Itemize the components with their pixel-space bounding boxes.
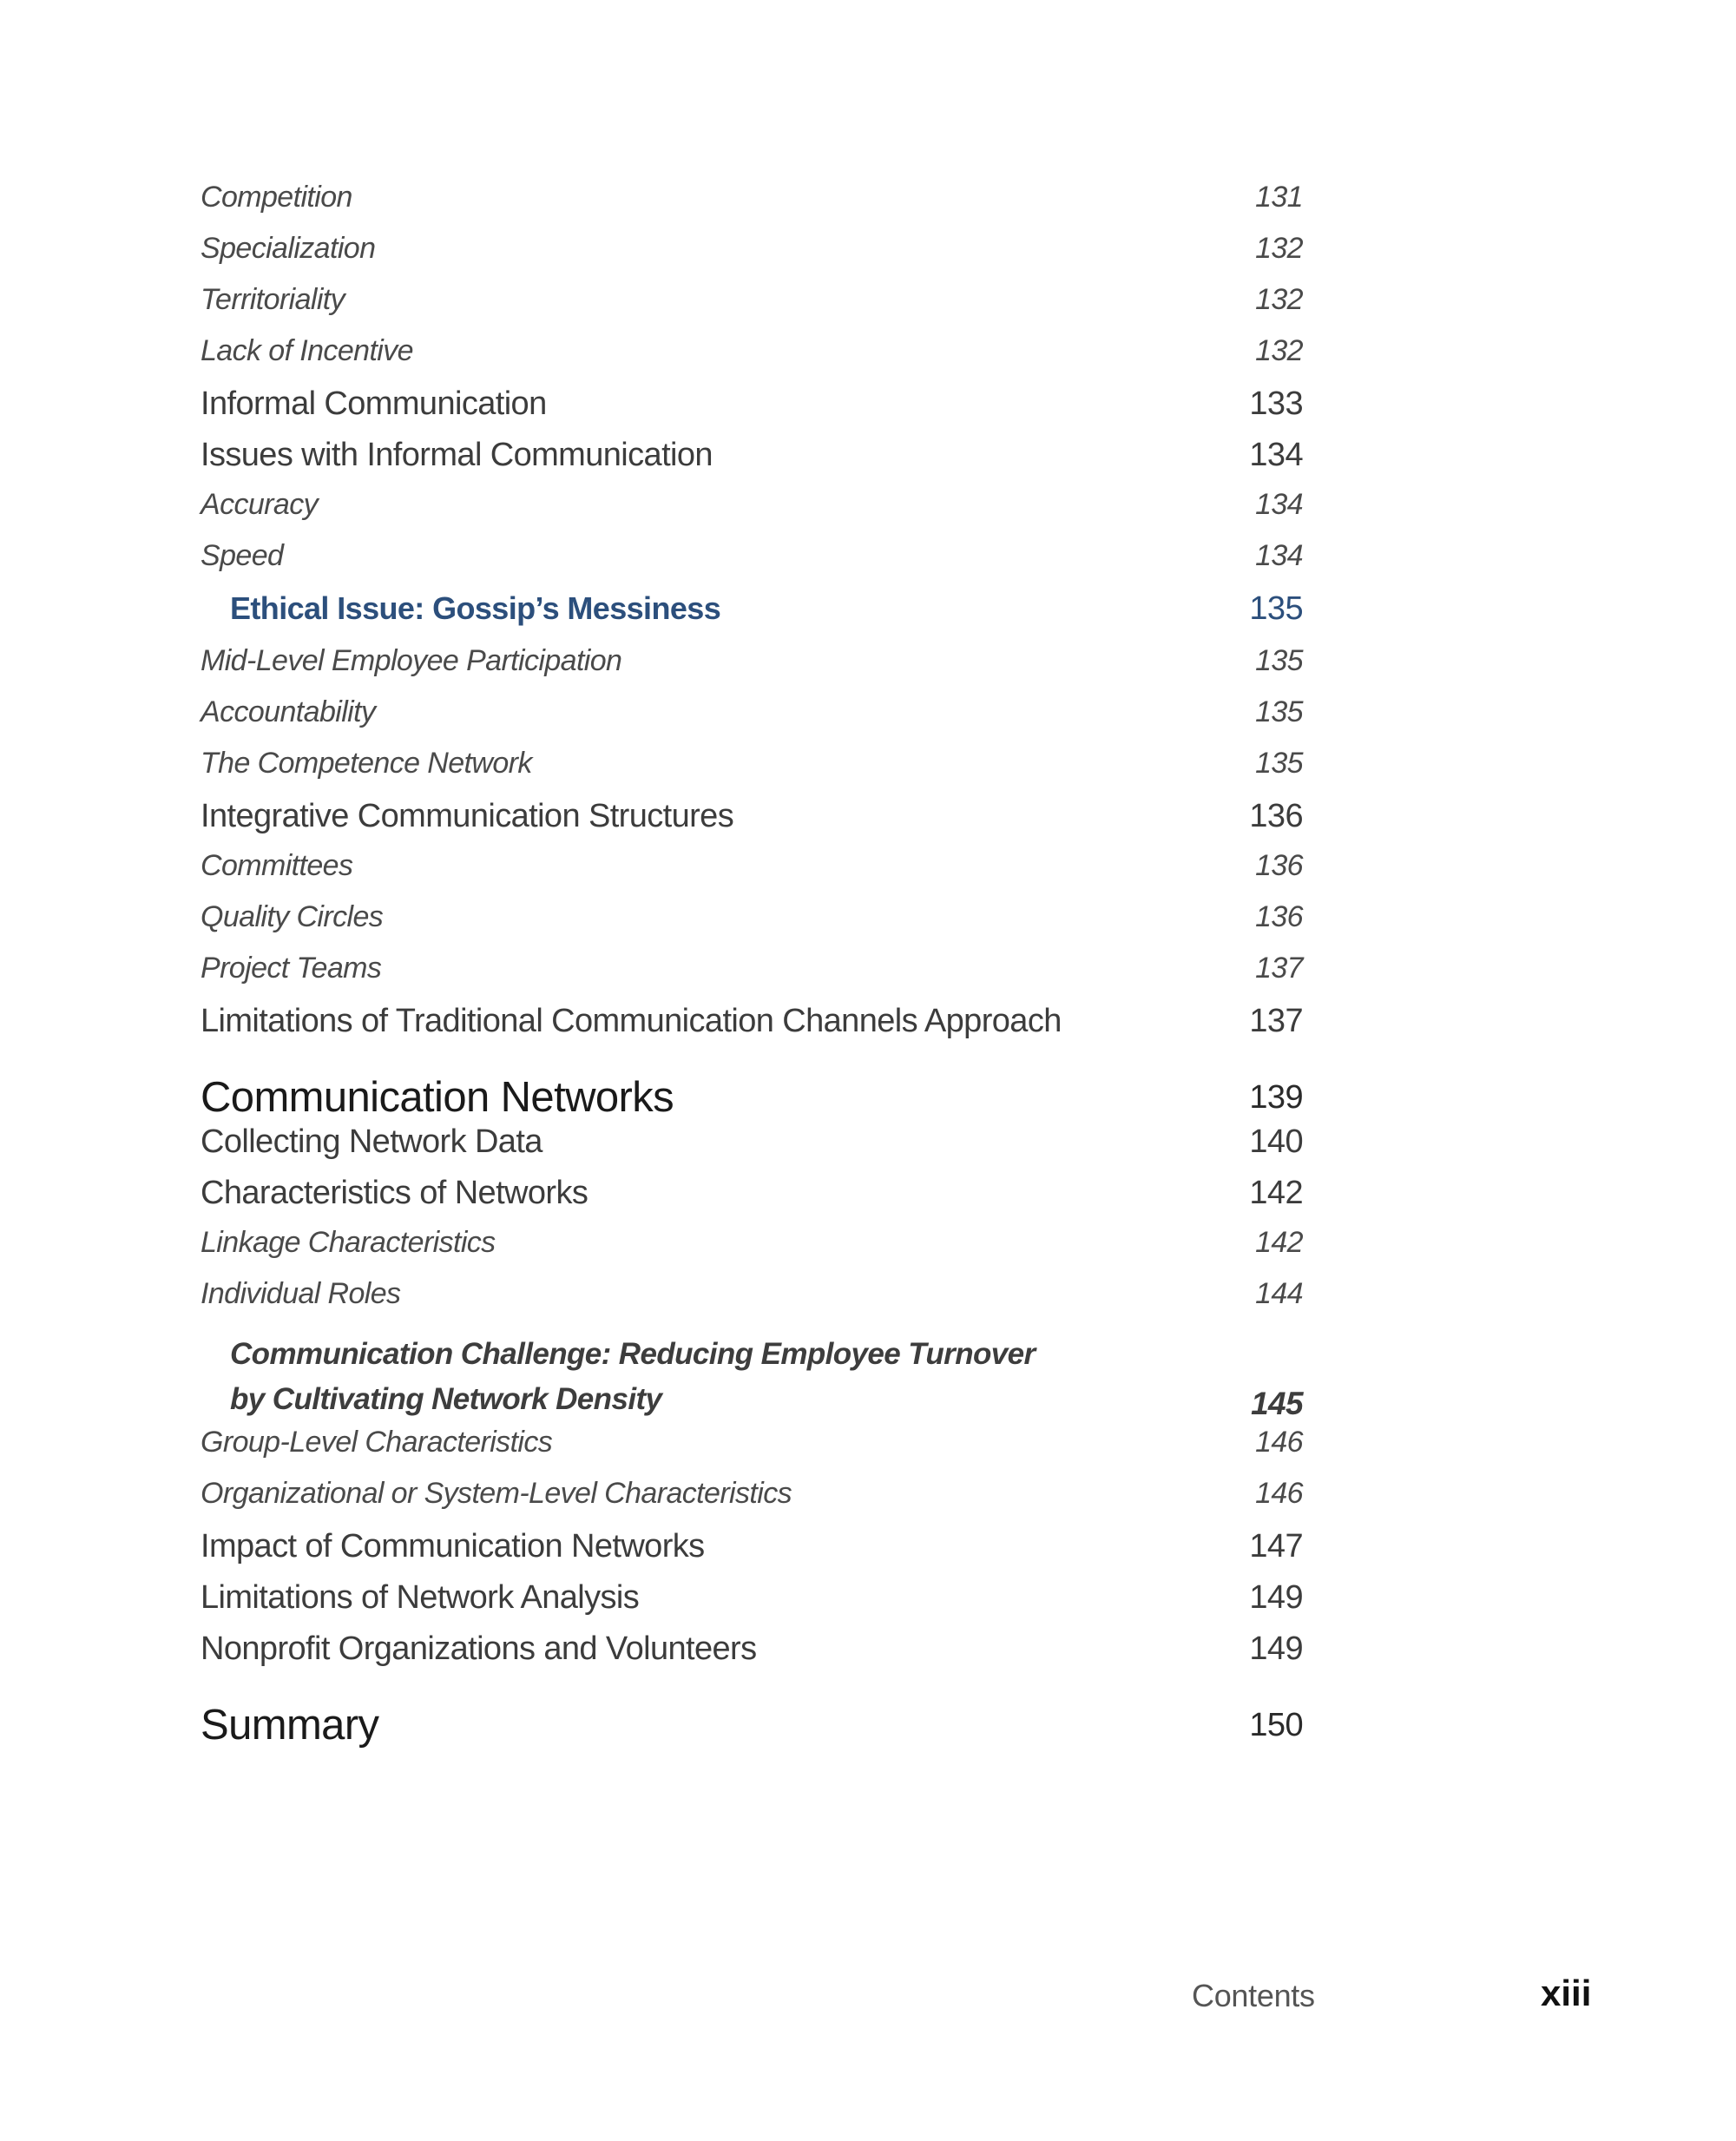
- toc-entry-collecting-network-data[interactable]: [201, 1123, 1303, 1175]
- toc-entry-summary[interactable]: [201, 1682, 1303, 1751]
- toc-entry-title: Issues with Informal Communication: [201, 437, 713, 473]
- toc-entry-specialization[interactable]: [201, 232, 1303, 283]
- toc-entry-title: Individual Roles: [201, 1277, 401, 1310]
- toc-entry-page: 132: [1255, 232, 1303, 265]
- toc-entry-issues-informal-communication[interactable]: [201, 437, 1303, 488]
- toc-entry-page: 136: [1255, 849, 1303, 882]
- toc-entry-mid-level-participation[interactable]: [201, 644, 1303, 695]
- toc-entry-title: Limitations of Network Analysis: [201, 1579, 640, 1616]
- toc-entry-page: 131: [1255, 181, 1303, 214]
- toc-entry-page: 132: [1255, 334, 1303, 367]
- toc-entry-title: Territoriality: [201, 283, 345, 316]
- toc-entry-title: Accuracy: [201, 488, 319, 521]
- toc-entry-title: Limitations of Traditional Communication Channels Approach: [201, 1003, 1062, 1039]
- toc-entry-nonprofit-organizations[interactable]: [201, 1630, 1303, 1682]
- toc-entry-page: 137: [1255, 952, 1303, 985]
- toc-entry-accountability[interactable]: [201, 695, 1303, 747]
- toc-entry-title: Ethical Issue: Gossip’s Messiness: [230, 590, 721, 626]
- toc-entry-title: [201, 1332, 1036, 1422]
- toc-entry-page: 147: [1249, 1528, 1303, 1565]
- toc-entry-page: 146: [1255, 1477, 1303, 1510]
- toc-entry-page: 140: [1249, 1123, 1303, 1160]
- toc-entry-page: 146: [1255, 1426, 1303, 1459]
- toc-entry-page: 142: [1255, 1226, 1303, 1259]
- toc-entry-title: Informal Communication: [201, 385, 547, 422]
- toc-entry-page: 134: [1255, 488, 1303, 521]
- toc-entry-title: Quality Circles: [201, 900, 384, 933]
- toc-entry-competence-network[interactable]: [201, 747, 1303, 798]
- toc-entry-page: 149: [1249, 1630, 1303, 1667]
- toc-entry-committees[interactable]: [201, 849, 1303, 900]
- toc-entry-communication-challenge[interactable]: [201, 1328, 1303, 1426]
- toc-entry-linkage-characteristics[interactable]: [201, 1226, 1303, 1277]
- toc-entry-page: 149: [1249, 1579, 1303, 1616]
- toc-entry-lack-of-incentive[interactable]: [201, 334, 1303, 385]
- toc-entry-page: 134: [1255, 539, 1303, 572]
- toc-entry-title: Committees: [201, 849, 353, 882]
- toc-entry-title: Speed: [201, 539, 284, 572]
- toc-entry-page: 137: [1249, 1003, 1303, 1039]
- toc-entry-title: Competition: [201, 181, 352, 214]
- toc-entry-page: 135: [1255, 695, 1303, 728]
- toc-entry-title-line1: Communication Challenge: Reducing Employee Turnover: [230, 1337, 1036, 1371]
- toc-entry-page: 132: [1255, 283, 1303, 316]
- toc-entry-page: 139: [1249, 1079, 1303, 1116]
- toc-entry-communication-networks[interactable]: [201, 1054, 1303, 1123]
- toc-entry-page: 135: [1255, 644, 1303, 677]
- toc-entry-title: Integrative Communication Structures: [201, 798, 734, 834]
- toc-entry-title: Project Teams: [201, 952, 382, 985]
- toc-entry-title: Impact of Communication Networks: [201, 1528, 705, 1565]
- toc-entry-project-teams[interactable]: [201, 952, 1303, 1003]
- toc-entry-individual-roles[interactable]: [201, 1277, 1303, 1328]
- toc-entry-page: 144: [1255, 1277, 1303, 1310]
- toc-entry-page: 145: [1251, 1386, 1303, 1421]
- toc-entry-territoriality[interactable]: [201, 283, 1303, 334]
- toc-entry-title: The Competence Network: [201, 747, 532, 780]
- running-footer-label: Contents: [1192, 1978, 1315, 2013]
- toc-entry-integrative-structures[interactable]: [201, 798, 1303, 849]
- toc-entry-group-level[interactable]: [201, 1426, 1303, 1477]
- toc-entry-page: 133: [1249, 385, 1303, 422]
- toc-entry-page: 135: [1255, 747, 1303, 780]
- folio-page-number: xiii: [1541, 1973, 1592, 2013]
- toc-entry-characteristics-networks[interactable]: [201, 1175, 1303, 1226]
- toc-entry-impact-networks[interactable]: [201, 1528, 1303, 1579]
- toc-entry-title: Linkage Characteristics: [201, 1226, 496, 1259]
- toc-entry-title: Specialization: [201, 232, 376, 265]
- toc-entry-page: 142: [1249, 1175, 1303, 1211]
- toc-entry-accuracy[interactable]: [201, 488, 1303, 539]
- toc-entry-title: Characteristics of Networks: [201, 1175, 589, 1211]
- toc-entry-title: Organizational or System-Level Characteristics: [201, 1477, 792, 1510]
- toc-entry-competition[interactable]: [201, 181, 1303, 232]
- toc-entry-page: 150: [1249, 1707, 1303, 1743]
- toc-entry-ethical-issue[interactable]: [201, 590, 1303, 644]
- toc-entry-organizational-level[interactable]: [201, 1477, 1303, 1528]
- toc-entry-title: Summary: [201, 1702, 379, 1749]
- toc-entry-speed[interactable]: [201, 539, 1303, 590]
- toc-entry-title: Collecting Network Data: [201, 1123, 542, 1160]
- toc-entry-title: Mid-Level Employee Participation: [201, 644, 622, 677]
- toc-entry-limitations-traditional[interactable]: [201, 1003, 1303, 1054]
- toc-entry-title: Lack of Incentive: [201, 334, 413, 367]
- toc-entry-page: 135: [1249, 590, 1303, 627]
- toc-entry-informal-communication[interactable]: [201, 385, 1303, 437]
- toc-entry-title: Nonprofit Organizations and Volunteers: [201, 1630, 757, 1667]
- toc-entry-limitations-network-analysis[interactable]: [201, 1579, 1303, 1630]
- toc-entry-title: Accountability: [201, 695, 376, 728]
- toc-entry-title-line2: by Cultivating Network Density: [230, 1382, 662, 1416]
- toc-entry-page: 134: [1249, 437, 1303, 473]
- toc-entry-quality-circles[interactable]: [201, 900, 1303, 952]
- toc-entry-title: Group-Level Characteristics: [201, 1426, 553, 1459]
- toc-entry-page: 136: [1249, 798, 1303, 834]
- toc-entry-page: 136: [1255, 900, 1303, 933]
- table-of-contents: [201, 181, 1303, 1751]
- toc-entry-title: Communication Networks: [201, 1074, 674, 1121]
